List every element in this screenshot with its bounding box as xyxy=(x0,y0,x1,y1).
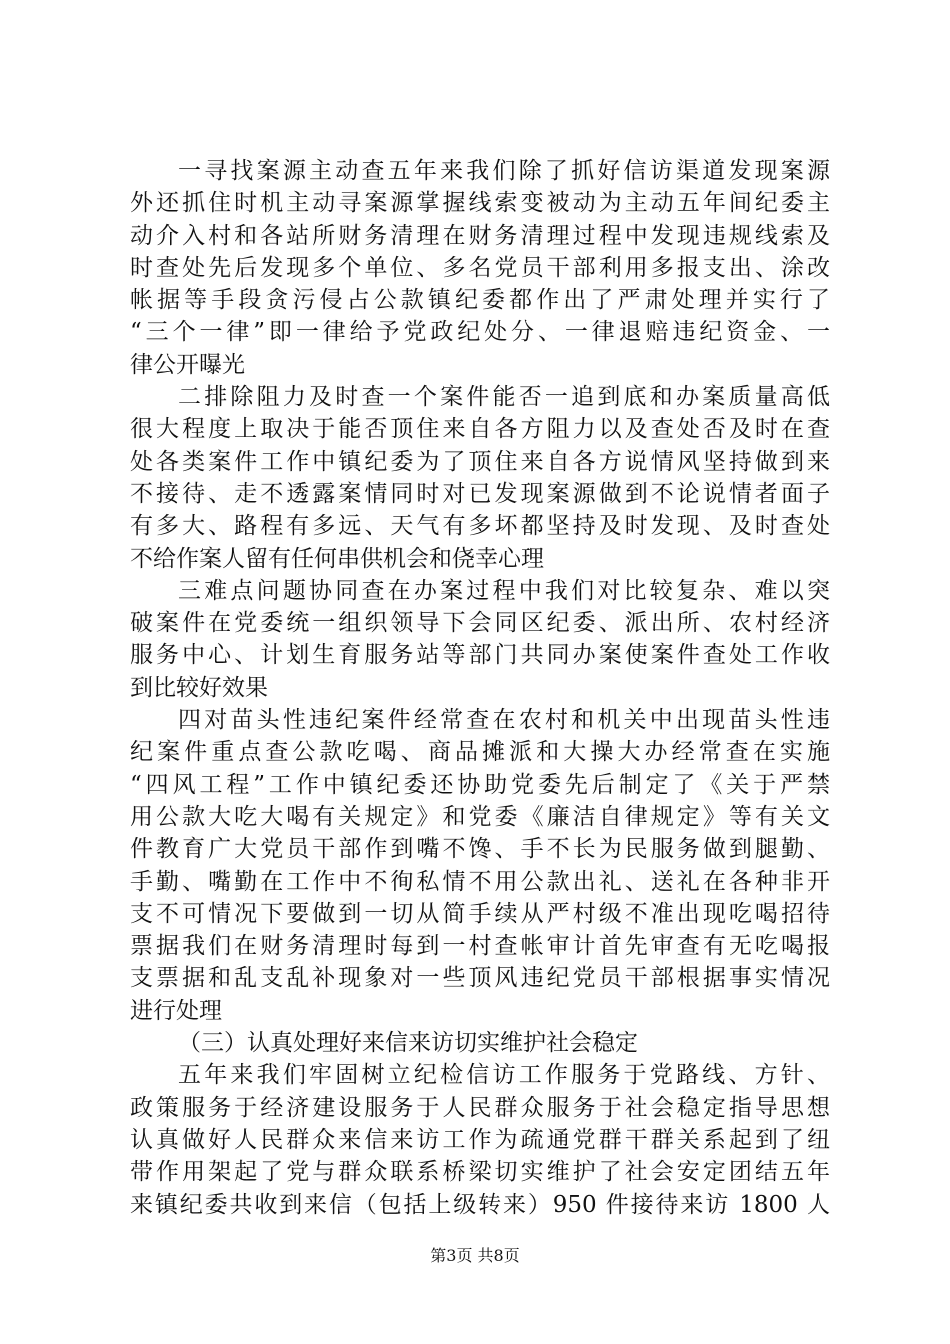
text-line: 有多大、路程有多远、天气有多坏都坚持及时发现、及时查处 xyxy=(130,513,830,540)
document-body xyxy=(130,155,830,1221)
text-line: 不给作案人留有任何串供机会和侥幸心理 xyxy=(130,545,544,572)
text-line: 三难点问题协同查在办案过程中我们对比较复杂、难以突 xyxy=(178,577,830,604)
text-line: 二排除阻力及时查一个案件能否一追到底和办案质量高低 xyxy=(178,384,830,411)
text-line: 很大程度上取决于能否顶住来自各方阻力以及查处否及时在查 xyxy=(130,416,830,443)
text-line: 政策服务于经济建设服务于人民群众服务于社会稳定指导思想 xyxy=(130,1094,830,1121)
text-line: 支不可情况下要做到一切从简手续从严村级不准出现吃喝招待 xyxy=(130,900,830,927)
text-line: 破案件在党委统一组织领导下会同区纪委、派出所、农村经济 xyxy=(130,610,830,637)
text-line: 外还抓住时机主动寻案源掌握线索变被动为主动五年间纪委主 xyxy=(130,190,830,217)
text-line: 不接待、走不透露案情同时对已发现案源做到不论说情者面子 xyxy=(130,480,830,507)
text-line: 一寻找案源主动查五年来我们除了抓好信访渠道发现案源 xyxy=(178,158,830,184)
text-line: 帐据等手段贪污侵占公款镇纪委都作出了严肃处理并实行了 xyxy=(130,287,830,314)
text-line: 支票据和乱支乱补现象对一些顶风违纪党员干部根据事实情况 xyxy=(130,965,830,992)
text-line: 到比较好效果 xyxy=(130,674,268,701)
text-line: （三）认真处理好来信来访切实维护社会稳定 xyxy=(178,1030,638,1057)
text-line: 进行处理 xyxy=(130,997,222,1024)
text-line: 认真做好人民群众来信来访工作为疏通党群干群关系起到了纽 xyxy=(130,1126,830,1153)
page-footer: 第3页 共8页 xyxy=(430,1246,520,1265)
text-line: “三个一律”即一律给予党政纪处分、一律退赔违纪资金、一 xyxy=(130,319,830,346)
text-line: 律公开曝光 xyxy=(130,351,245,378)
text-line: 用公款大吃大喝有关规定》和党委《廉洁自律规定》等有关文 xyxy=(130,803,830,830)
text-line: 纪案件重点查公款吃喝、商品摊派和大操大办经常查在实施 xyxy=(130,739,830,766)
text-line: 服务中心、计划生育服务站等部门共同办案使案件查处工作收 xyxy=(130,642,830,669)
text-line: 四对苗头性违纪案件经常查在农村和机关中出现苗头性违 xyxy=(178,707,830,734)
text-line: 件教育广大党员干部作到嘴不馋、手不长为民服务做到腿勤、 xyxy=(130,836,830,863)
text-line: 来镇纪委共收到来信（包括上级转来）950 件接待来访 1800 人 xyxy=(130,1191,830,1218)
text-line: 票据我们在财务清理时每到一村查帐审计首先审查有无吃喝报 xyxy=(130,933,830,960)
text-line: 带作用架起了党与群众联系桥梁切实维护了社会安定团结五年 xyxy=(130,1159,830,1186)
text-line: 处各类案件工作中镇纪委为了顶住来自各方说情风坚持做到来 xyxy=(130,448,830,475)
text-line: 动介入村和各站所财务清理在财务清理过程中发现违规线索及 xyxy=(130,222,830,249)
text-line: “四风工程”工作中镇纪委还协助党委先后制定了《关于严禁 xyxy=(130,771,830,798)
text-line: 五年来我们牢固树立纪检信访工作服务于党路线、方针、 xyxy=(178,1062,830,1089)
text-line: 时查处先后发现多个单位、多名党员干部利用多报支出、涂改 xyxy=(130,254,830,281)
text-line: 手勤、嘴勤在工作中不徇私情不用公款出礼、送礼在各种非开 xyxy=(130,868,830,895)
